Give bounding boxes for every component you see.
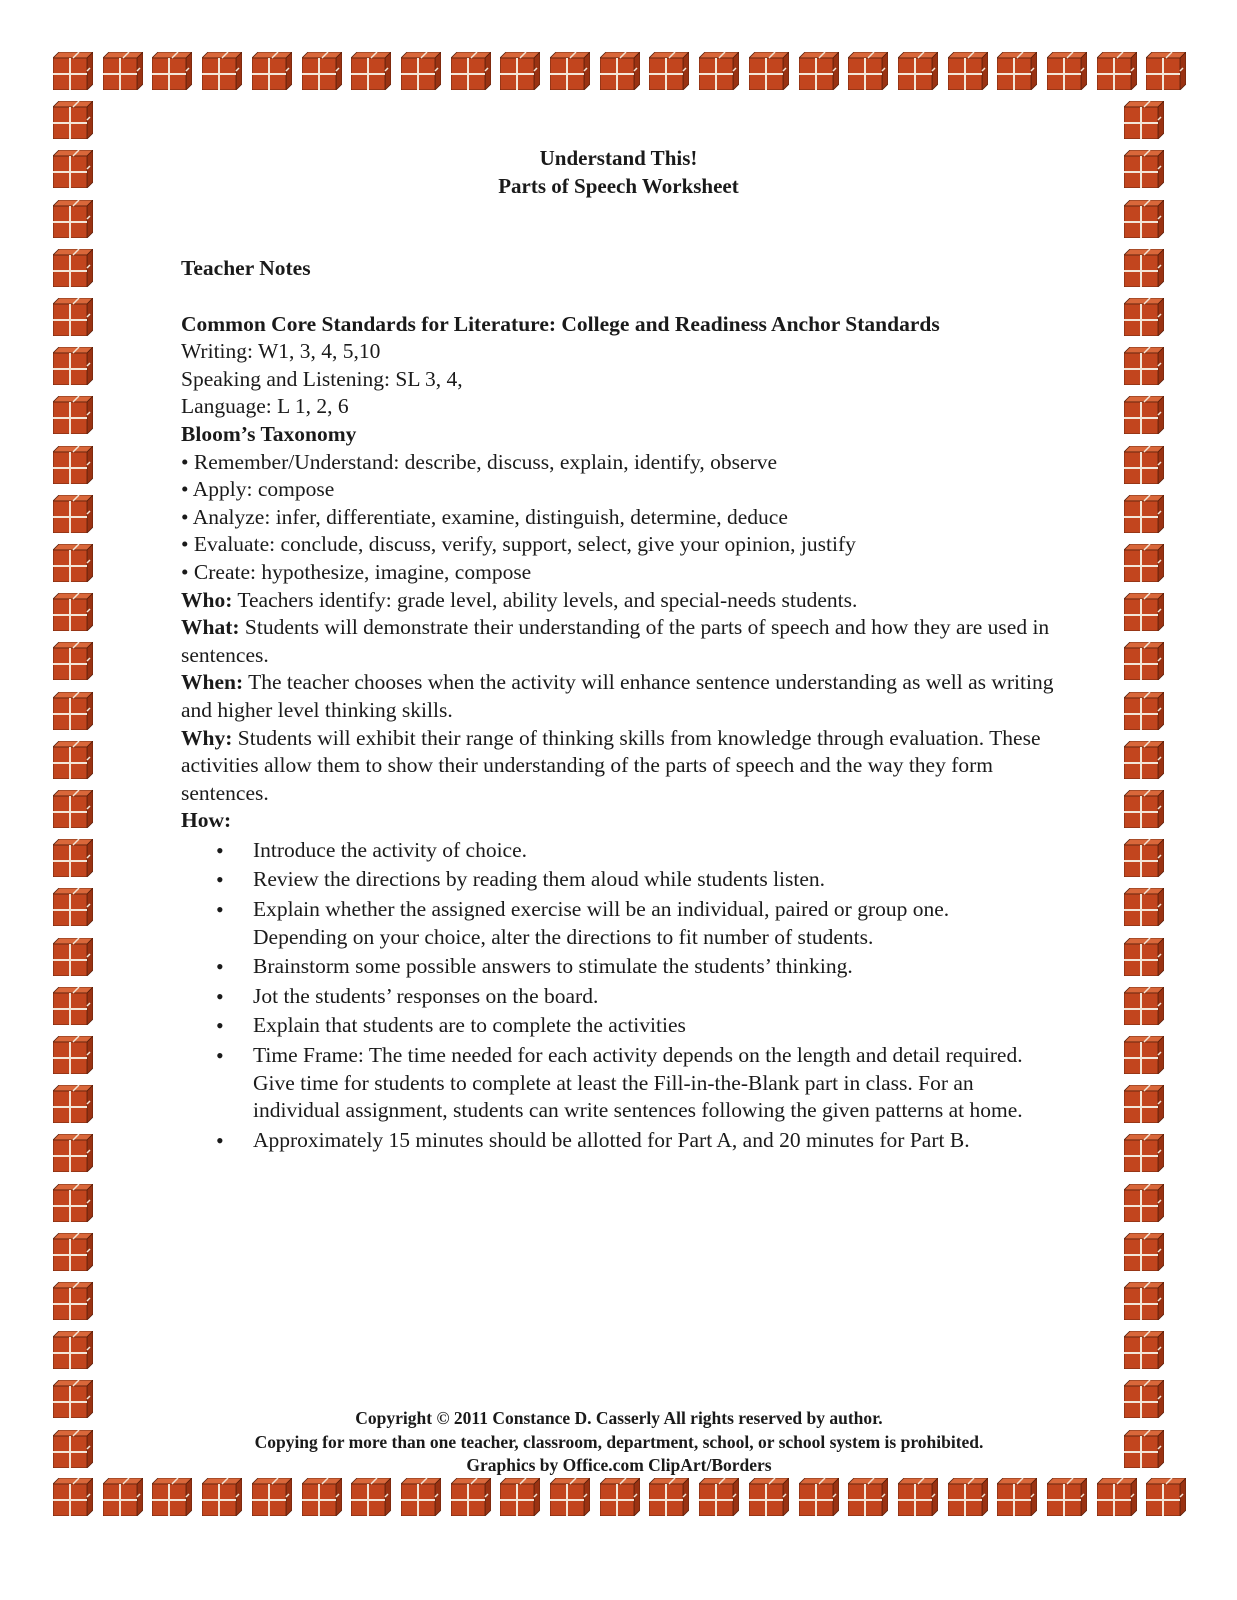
brick-icon [1124,1184,1164,1222]
brick-icon [53,790,93,828]
brick-icon [53,495,93,533]
brick-icon [699,52,739,90]
how-label: How: [181,808,232,833]
brick-icon [53,298,93,336]
brick-icon [351,1478,391,1516]
why-paragraph [181,725,1061,808]
brick-icon [53,1282,93,1320]
brick-icon [1124,1134,1164,1172]
footer-graphics: Graphics by Office.com ClipArt/Borders [466,1455,772,1475]
brick-icon [53,446,93,484]
brick-icon [1124,987,1164,1025]
brick-icon [103,1478,143,1516]
brick-icon [202,52,242,90]
brick-icon [351,52,391,90]
title-block [0,144,1237,200]
brick-icon [1124,1430,1164,1468]
brick-icon [1124,593,1164,631]
brick-icon [749,52,789,90]
how-item: • Explain that students are to complete the activities [253,1012,1043,1040]
brick-icon [600,1478,640,1516]
brick-icon [799,52,839,90]
who-paragraph [181,587,1061,615]
brick-icon [53,741,93,779]
brick-icon [1124,790,1164,828]
brick-icon [1047,52,1087,90]
brick-icon [1097,52,1137,90]
brick-icon [898,1478,938,1516]
brick-icon [1124,200,1164,238]
brick-icon [53,692,93,730]
brick-icon [103,52,143,90]
when-text: The teacher chooses when the activity will enhance sentence understanding as well as writing and higher level thinking skills. [181,670,1054,722]
brick-icon [1124,1036,1164,1074]
brick-icon [948,52,988,90]
brick-icon [53,52,93,90]
brick-icon [550,1478,590,1516]
standards-heading: Common Core Standards for Literature: College and Readiness Anchor Standards [181,311,940,336]
brick-icon [1047,1478,1087,1516]
brick-icon [1124,1331,1164,1369]
brick-icon [1124,741,1164,779]
what-text: Students will demonstrate their understanding of the parts of speech and how they are used in sentences. [181,615,1050,667]
brick-icon [53,544,93,582]
brick-icon [699,1478,739,1516]
brick-icon [53,1331,93,1369]
brick-icon [1124,101,1164,139]
brick-icon [1124,888,1164,926]
brick-icon [401,1478,441,1516]
brick-icon [53,1134,93,1172]
why-text: Students will exhibit their range of thinking skills from knowledge through evaluation. These activities allow them to show their understanding of the parts of speech and the way they form sentences. [181,725,1041,805]
brick-icon [152,1478,192,1516]
brick-icon [1124,1282,1164,1320]
brick-icon [451,1478,491,1516]
blooms-heading: Bloom’s Taxonomy [181,421,357,446]
brick-icon [53,101,93,139]
brick-icon [302,52,342,90]
brick-icon [1124,938,1164,976]
brick-icon [53,1036,93,1074]
footer [181,1407,1057,1478]
brick-icon [1124,396,1164,434]
brick-icon [53,888,93,926]
brick-icon [53,1085,93,1123]
brick-icon [53,1430,93,1468]
brick-icon [1124,347,1164,385]
brick-icon [1124,298,1164,336]
brick-icon [1146,52,1186,90]
brick-icon [53,938,93,976]
footer-copying: Copying for more than one teacher, classroom, department, school, or school system is prohibited. [254,1431,984,1452]
how-item: • Approximately 15 minutes should be allotted for Part A, and 20 minutes for Part B. [253,1127,1043,1155]
brick-icon [898,52,938,90]
how-item: • Brainstorm some possible answers to stimulate the students’ thinking. [253,953,1043,981]
brick-icon [1124,839,1164,877]
brick-icon [53,642,93,680]
brick-icon [1146,1478,1186,1516]
brick-icon [799,1478,839,1516]
brick-icon [1124,1233,1164,1271]
brick-icon [649,52,689,90]
brick-icon [848,52,888,90]
teacher-notes-heading: Teacher Notes [181,256,311,280]
brick-icon [53,396,93,434]
brick-icon [53,1380,93,1418]
brick-icon [53,1233,93,1271]
blooms-item: • Evaluate: conclude, discuss, verify, support, select, give your opinion, justify [181,532,856,557]
what-paragraph [181,614,1061,669]
blooms-item: • Analyze: infer, differentiate, examine, distinguish, determine, deduce [181,504,788,529]
brick-icon [302,1478,342,1516]
brick-icon [948,1478,988,1516]
brick-icon [53,839,93,877]
standards-speaking: Speaking and Listening: SL 3, 4, [181,366,463,391]
brick-icon [1124,544,1164,582]
brick-icon [550,52,590,90]
brick-icon [1124,1085,1164,1123]
brick-icon [997,1478,1037,1516]
brick-icon [53,987,93,1025]
how-item: • Explain whether the assigned exercise will be an individual, paired or group one. Depending on your choice, alter the directions to fit number of students. [253,896,1043,951]
brick-icon [252,52,292,90]
brick-icon [500,1478,540,1516]
how-list [181,837,1043,1155]
how-item: • Jot the students’ responses on the board. [253,983,1043,1011]
when-label: When: [181,670,244,695]
brick-icon [152,52,192,90]
brick-icon [1097,1478,1137,1516]
when-paragraph [181,669,1061,724]
brick-icon [451,52,491,90]
brick-icon [1124,249,1164,287]
worksheet-body [181,144,1061,1156]
how-item: • Time Frame: The time needed for each activity depends on the length and detail required. Give time for students to complete at least the Fill-in-the-Blank part in class. For an individual assignment, students can write sentences following the given patterns at home. [253,1042,1043,1125]
standards-language: Language: L 1, 2, 6 [181,394,349,419]
brick-icon [252,1478,292,1516]
brick-icon [749,1478,789,1516]
how-item: • Review the directions by reading them aloud while students listen. [253,866,1043,894]
how-item: • Introduce the activity of choice. [253,837,1043,865]
brick-icon [53,200,93,238]
brick-icon [500,52,540,90]
brick-icon [53,1184,93,1222]
brick-icon [997,52,1037,90]
brick-icon [1124,1380,1164,1418]
page-subtitle: Parts of Speech Worksheet [498,174,739,198]
blooms-item: • Create: hypothesize, imagine, compose [181,559,532,584]
brick-icon [53,347,93,385]
what-label: What: [181,615,240,640]
who-text: Teachers identify: grade level, ability levels, and special-needs students. [232,587,858,612]
why-label: Why: [181,725,233,750]
blooms-item: • Remember/Understand: describe, discuss, explain, identify, observe [181,449,778,474]
brick-icon [202,1478,242,1516]
page-title: Understand This! [539,146,698,170]
brick-icon [53,249,93,287]
brick-icon [848,1478,888,1516]
footer-copyright: Copyright © 2011 Constance D. Casserly All rights reserved by author. [355,1408,883,1428]
brick-icon [1124,446,1164,484]
brick-icon [1124,642,1164,680]
brick-icon [53,593,93,631]
standards-writing: Writing: W1, 3, 4, 5,10 [181,339,381,364]
brick-icon [649,1478,689,1516]
who-label: Who: [181,587,233,612]
brick-icon [600,52,640,90]
blooms-item: • Apply: compose [181,477,335,502]
brick-icon [401,52,441,90]
brick-icon [1124,692,1164,730]
brick-icon [53,1478,93,1516]
brick-icon [1124,495,1164,533]
